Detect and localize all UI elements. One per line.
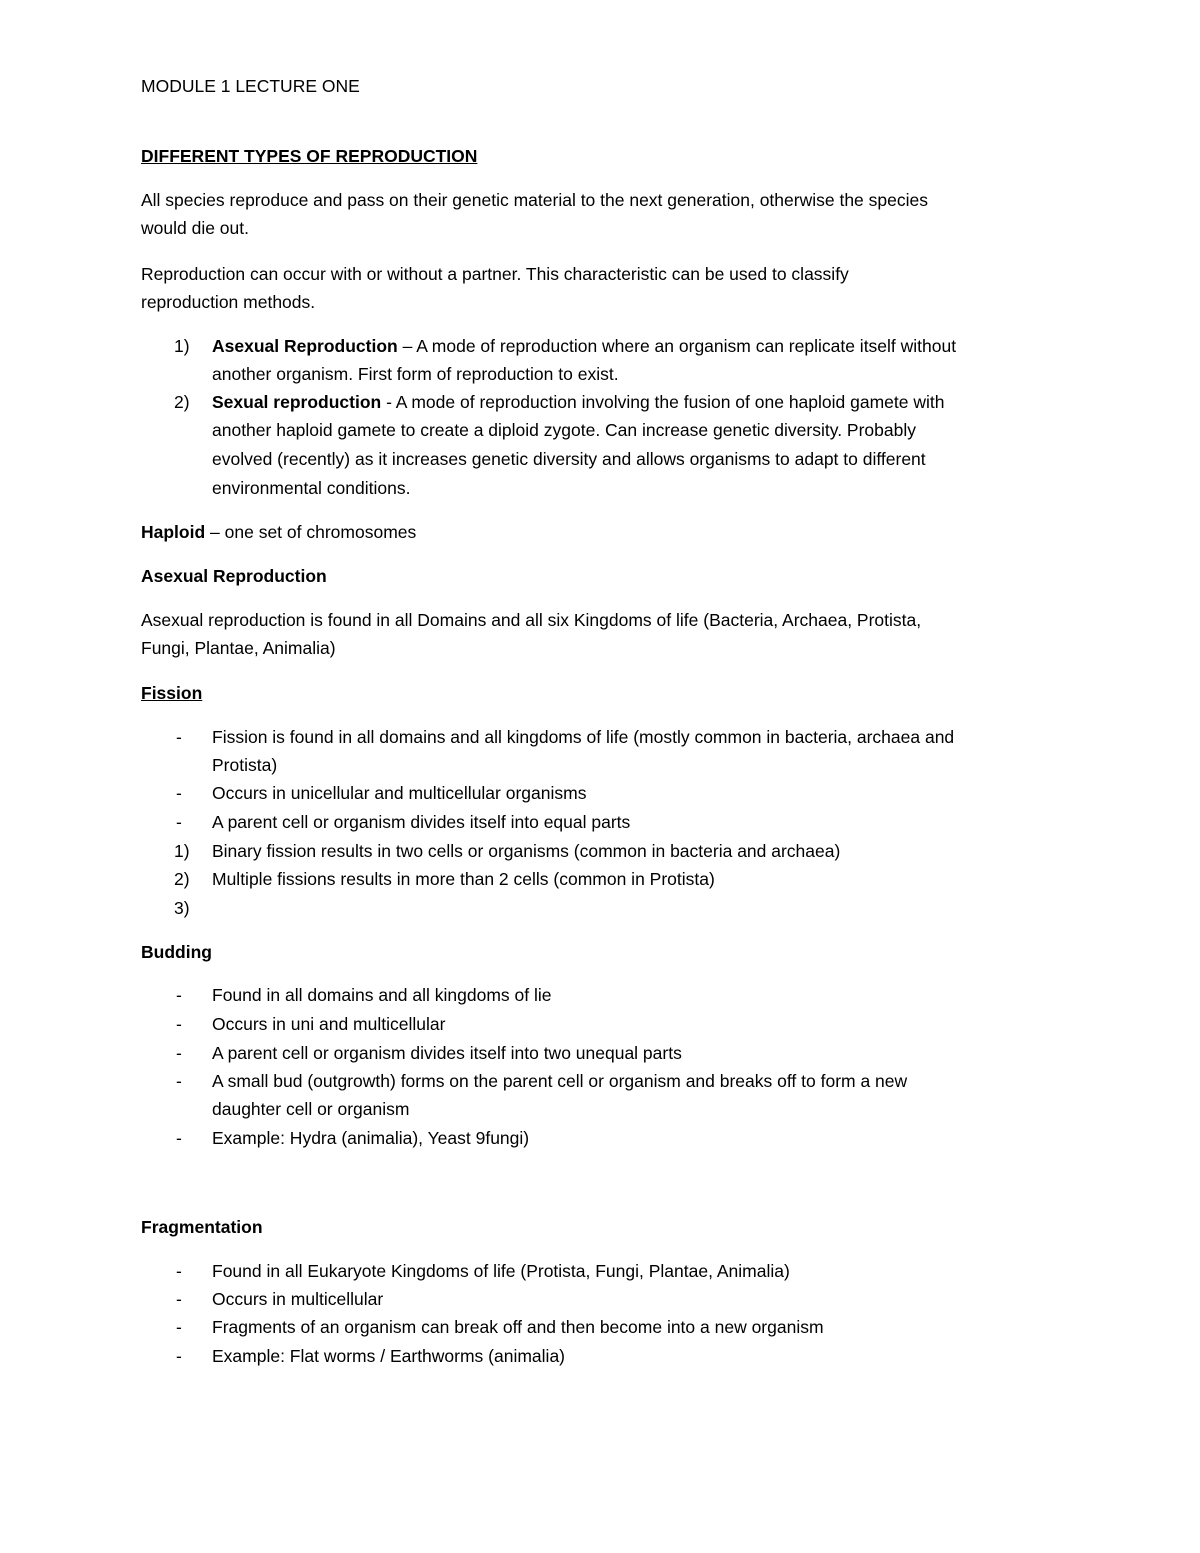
- type-term: Asexual Reproduction: [212, 336, 398, 356]
- fission-bullet-1-line-1: Fission is found in all domains and all kingdoms of life (mostly common in bacteria, archaea and: [212, 727, 955, 747]
- module-header: MODULE 1 LECTURE ONE: [141, 76, 360, 96]
- budding-bullet-4-line-2: daughter cell or organism: [212, 1099, 410, 1119]
- bullet-marker: -: [176, 1128, 182, 1148]
- fission-bullet-1-line-2: Protista): [212, 755, 278, 775]
- fragmentation-bullet-2: Occurs in multicellular: [212, 1289, 384, 1309]
- bullet-marker: -: [176, 985, 182, 1005]
- type-definition: - A mode of reproduction involving the fusion of one haploid gamete with: [381, 392, 945, 412]
- fragmentation-heading: Fragmentation: [141, 1217, 263, 1237]
- budding-bullet-4-line-1: A small bud (outgrowth) forms on the parent cell or organism and breaks off to form a new: [212, 1071, 908, 1091]
- intro-paragraph-2-line-1: Reproduction can occur with or without a partner. This characteristic can be used to classify: [141, 264, 849, 284]
- budding-bullet-3: A parent cell or organism divides itself into two unequal parts: [212, 1043, 682, 1063]
- type-asexual-line-1: [212, 334, 956, 358]
- asexual-paragraph-line-1: Asexual reproduction is found in all Domains and all six Kingdoms of life (Bacteria, Archaea, Protista,: [141, 610, 922, 630]
- haploid-definition: [141, 520, 416, 544]
- haploid-text: – one set of chromosomes: [205, 522, 417, 542]
- fission-item-binary: Binary fission results in two cells or organisms (common in bacteria and archaea): [212, 841, 841, 861]
- type-sexual-line-4: environmental conditions.: [212, 478, 411, 498]
- bullet-marker: -: [176, 727, 182, 747]
- bullet-marker: -: [176, 1014, 182, 1034]
- asexual-paragraph-line-2: Fungi, Plantae, Animalia): [141, 638, 336, 658]
- intro-paragraph-2-line-2: reproduction methods.: [141, 292, 316, 312]
- numbered-marker: 3): [174, 898, 190, 918]
- numbered-marker: 1): [174, 841, 190, 861]
- bullet-marker: -: [176, 1317, 182, 1337]
- bullet-marker: -: [176, 783, 182, 803]
- haploid-term: Haploid: [141, 522, 206, 542]
- fragmentation-bullet-1: Found in all Eukaryote Kingdoms of life (Protista, Fungi, Plantae, Animalia): [212, 1261, 790, 1281]
- type-sexual-line-1: [212, 390, 944, 414]
- bullet-marker: -: [176, 1261, 182, 1281]
- type-list-marker: 1): [174, 336, 190, 356]
- bullet-marker: -: [176, 1071, 182, 1091]
- budding-bullet-5: Example: Hydra (animalia), Yeast 9fungi): [212, 1128, 530, 1148]
- bullet-marker: -: [176, 812, 182, 832]
- type-term: Sexual reproduction: [212, 392, 382, 412]
- fission-bullet-2: Occurs in unicellular and multicellular organisms: [212, 783, 587, 803]
- budding-heading: Budding: [141, 942, 212, 962]
- bullet-marker: -: [176, 1346, 182, 1366]
- type-definition: – A mode of reproduction where an organism can replicate itself without: [397, 336, 957, 356]
- type-sexual-line-2: another haploid gamete to create a diploid zygote. Can increase genetic diversity. Probably: [212, 420, 916, 440]
- document-title: DIFFERENT TYPES OF REPRODUCTION: [141, 146, 478, 166]
- intro-paragraph-1-line-1: All species reproduce and pass on their genetic material to the next generation, otherwise the species: [141, 190, 928, 210]
- fission-heading: Fission: [141, 683, 203, 703]
- numbered-marker: 2): [174, 869, 190, 889]
- fission-item-multiple: Multiple fissions results in more than 2 cells (common in Protista): [212, 869, 715, 889]
- fragmentation-bullet-4: Example: Flat worms / Earthworms (animalia): [212, 1346, 565, 1366]
- type-list-marker: 2): [174, 392, 190, 412]
- budding-bullet-1: Found in all domains and all kingdoms of lie: [212, 985, 552, 1005]
- fission-bullet-3: A parent cell or organism divides itself into equal parts: [212, 812, 631, 832]
- bullet-marker: -: [176, 1043, 182, 1063]
- type-sexual-line-3: evolved (recently) as it increases genetic diversity and allows organisms to adapt to different: [212, 449, 926, 469]
- fragmentation-bullet-3: Fragments of an organism can break off and then become into a new organism: [212, 1317, 824, 1337]
- bullet-marker: -: [176, 1289, 182, 1309]
- budding-bullet-2: Occurs in uni and multicellular: [212, 1014, 446, 1034]
- asexual-heading: Asexual Reproduction: [141, 566, 327, 586]
- type-asexual-line-2: another organism. First form of reproduction to exist.: [212, 364, 619, 384]
- intro-paragraph-1-line-2: would die out.: [141, 218, 249, 238]
